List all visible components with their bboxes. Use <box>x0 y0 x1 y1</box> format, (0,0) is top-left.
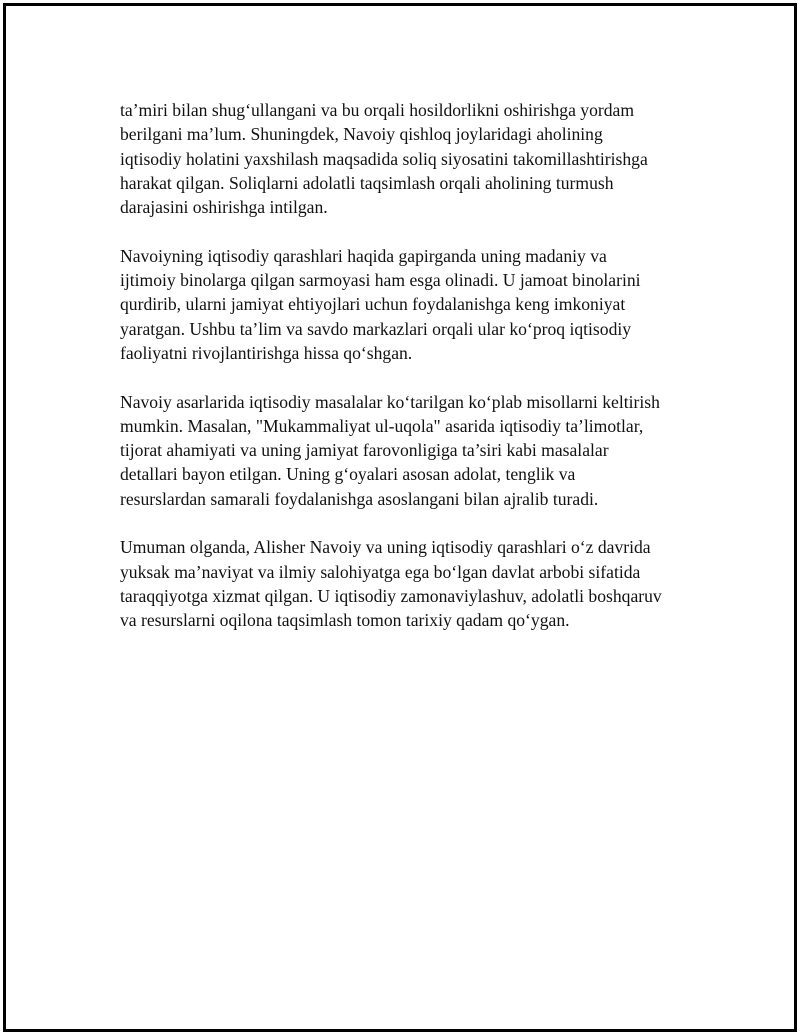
paragraph-3 <box>120 390 710 511</box>
text-line: mumkin. Masalan, "Mukammaliyat ul-uqola" asarida iqtisodiy ta’limotlar, <box>120 415 644 436</box>
paragraph-1 <box>120 98 710 219</box>
text-line: yaratgan. Ushbu ta’lim va savdo markazlari orqali ular ko‘proq iqtisodiy <box>120 318 632 339</box>
page <box>3 3 797 1032</box>
text-line: tijorat ahamiyati va uning jamiyat farovonligiga ta’siri kabi masalalar <box>120 440 609 461</box>
document-body <box>120 98 710 657</box>
text-line: Navoiy asarlarida iqtisodiy masalalar ko‘tarilgan ko‘plab misollarni keltirish <box>120 391 660 412</box>
text-line: resurslardan samarali foydalanishga asoslangani bilan ajralib turadi. <box>120 488 599 509</box>
text-line: ta’miri bilan shug‘ullangani va bu orqali hosildorlikni oshirishga yordam <box>120 100 635 120</box>
text-line: berilgani ma’lum. Shuningdek, Navoiy qishloq joylaridagi aholining <box>120 124 603 145</box>
text-line: faoliyatni rivojlantirishga hissa qo‘shgan. <box>120 342 413 363</box>
text-line: harakat qilgan. Soliqlarni adolatli taqsimlash orqali aholining turmush <box>120 172 614 193</box>
text-line: taraqqiyotga xizmat qilgan. U iqtisodiy zamonaviylashuv, adolatli boshqaruv <box>120 585 662 606</box>
text-line: darajasini oshirishga intilgan. <box>120 197 328 218</box>
text-line: ijtimoiy binolarga qilgan sarmoyasi ham esga olinadi. U jamoat binolarini <box>120 270 641 291</box>
text-line: iqtisodiy holatini yaxshilash maqsadida soliq siyosatini takomillashtirishga <box>120 148 648 169</box>
text-line: detallari bayon etilgan. Uning g‘oyalari asosan adolat, tenglik va <box>120 464 576 485</box>
paragraph-2 <box>120 244 710 365</box>
text-line: Umuman olganda, Alisher Navoiy va uning iqtisodiy qarashlari o‘z davrida <box>120 537 651 558</box>
text-line: Navoiyning iqtisodiy qarashlari haqida gapirganda uning madaniy va <box>120 245 607 266</box>
text-line: va resurslarni oqilona taqsimlash tomon tarixiy qadam qo‘ygan. <box>120 610 570 631</box>
text-line: yuksak ma’naviyat va ilmiy salohiyatga ega bo‘lgan davlat arbobi sifatida <box>120 561 641 582</box>
paragraph-4 <box>120 535 710 632</box>
text-line: qurdirib, ularni jamiyat ehtiyojlari uchun foydalanishga keng imkoniyat <box>120 294 626 315</box>
